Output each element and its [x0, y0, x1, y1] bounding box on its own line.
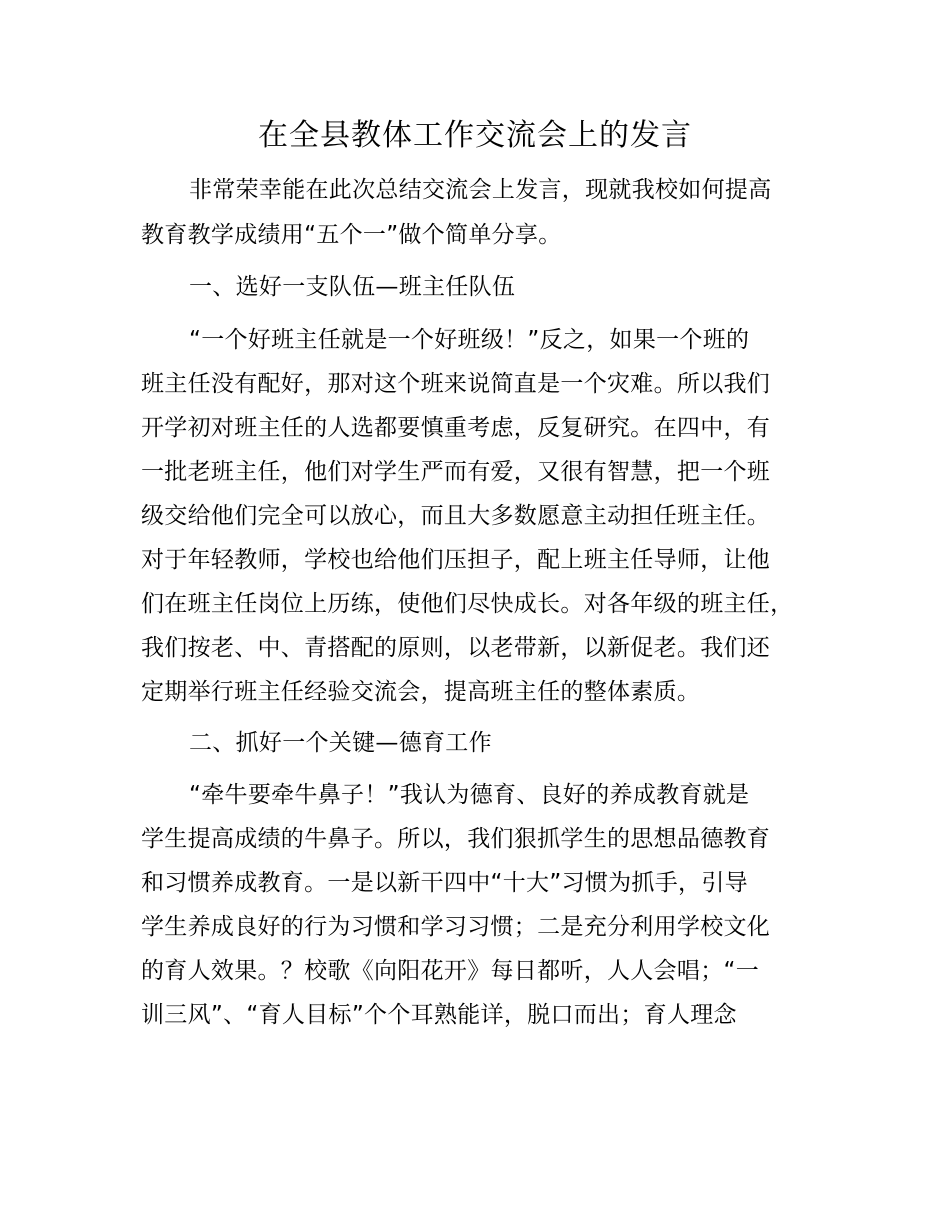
paragraph-line: 们在班主任岗位上历练，使他们尽快成长。对各年级的班主任， — [141, 591, 794, 617]
paragraph-line: “一个好班主任就是一个好班级！”反之，如果一个班的 — [189, 327, 750, 353]
paragraph-line: 对于年轻教师，学校也给他们压担子，配上班主任导师，让他 — [141, 547, 771, 573]
paragraph-line: 训三风”、“育人目标”个个耳熟能详，脱口而出；育人理念 — [141, 1002, 737, 1028]
paragraph-line: 教育教学成绩用“五个一”做个简单分享。 — [141, 222, 562, 248]
section-heading: 一、选好一支队伍—班主任队伍 — [189, 274, 516, 300]
paragraph-line: 开学初对班主任的人选都要慎重考虑，反复研究。在四中，有 — [141, 415, 771, 441]
paragraph-line: 一批老班主任，他们对学生严而有爱，又很有智慧，把一个班 — [141, 459, 771, 485]
section-heading: 二、抓好一个关键—德育工作 — [189, 730, 492, 756]
paragraph-line: 学生提高成绩的牛鼻子。所以，我们狠抓学生的思想品德教育 — [141, 826, 771, 852]
paragraph-line: 非常荣幸能在此次总结交流会上发言，现就我校如何提高 — [189, 177, 772, 203]
paragraph-line: 和习惯养成教育。一是以新干四中“十大”习惯为抓手，引导 — [141, 870, 748, 896]
paragraph-line: “牵牛要牵牛鼻子！”我认为德育、良好的养成教育就是 — [189, 782, 750, 808]
paragraph-line: 班主任没有配好，那对这个班来说简直是一个灾难。所以我们 — [141, 371, 771, 397]
document-title: 在全县教体工作交流会上的发言 — [258, 118, 692, 153]
paragraph-line: 定期举行班主任经验交流会，提高班主任的整体素质。 — [141, 679, 701, 705]
paragraph-line: 学生养成良好的行为习惯和学习习惯；二是充分利用学校文化 — [141, 914, 771, 940]
paragraph-line: 我们按老、中、青搭配的原则，以老带新，以新促老。我们还 — [141, 635, 771, 661]
paragraph-line: 级交给他们完全可以放心，而且大多数愿意主动担任班主任。 — [141, 503, 771, 529]
paragraph-line: 的育人效果。？校歌《向阳花开》每日都听，人人会唱；“一 — [141, 958, 760, 984]
